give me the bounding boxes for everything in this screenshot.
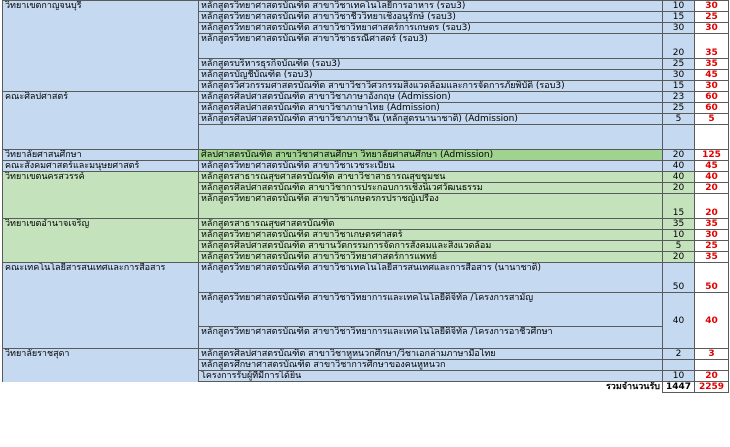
- table-body: [3, 1, 729, 393]
- quota-cell: 15: [663, 12, 695, 23]
- faculty-cell: [3, 34, 199, 59]
- quota-cell: [663, 125, 695, 150]
- program-cell: หลักสูตรวิทยาศาสตรบัณฑิต สาขาวิชาวิทยาการและเทคโนโลยีดิจิทัล /โครงการอาชีวศึกษา: [199, 327, 663, 349]
- faculty-cell: คณะศิลปศาสตร์: [3, 92, 199, 103]
- quota-cell: 40: [663, 293, 695, 349]
- table-row: [3, 150, 729, 161]
- plan-cell: 45: [695, 70, 729, 81]
- table-row: [3, 81, 729, 92]
- faculty-cell: [3, 371, 199, 382]
- program-cell: หลักสูตรสาธารณสุขศาสตรบัณฑิต: [199, 219, 663, 230]
- table-row: [3, 230, 729, 241]
- table-row: [3, 114, 729, 125]
- plan-cell: 60: [695, 103, 729, 114]
- program-cell: หลักสูตรบัญชีบัณฑิต (รอบ3): [199, 70, 663, 81]
- plan-cell: 35: [695, 59, 729, 70]
- plan-cell: 20: [695, 371, 729, 382]
- quota-cell: 20: [663, 150, 695, 161]
- program-cell: หลักสูตรศิลปศาสตรบัณฑิต สาขาวิชาภาษาอังกฤษ (Admission): [199, 92, 663, 103]
- table-row: [3, 219, 729, 230]
- program-cell: ศิลปศาสตรบัณฑิต สาขาวิชาศาสนศึกษา วิทยาลัยศาสนศึกษา (Admission): [199, 150, 663, 161]
- program-cell: [199, 125, 663, 150]
- table-row: [3, 293, 729, 327]
- quota-cell: 25: [663, 103, 695, 114]
- plan-cell: 20: [695, 183, 729, 194]
- table-row: [3, 12, 729, 23]
- quota-cell: 10: [663, 230, 695, 241]
- quota-cell: 30: [663, 70, 695, 81]
- faculty-cell: [3, 59, 199, 70]
- plan-cell: 25: [695, 12, 729, 23]
- total-label: รวมจำนวนรับ: [3, 382, 663, 393]
- quota-cell: 15: [663, 81, 695, 92]
- quota-cell: 5: [663, 114, 695, 125]
- quota-cell: 20: [663, 252, 695, 263]
- plan-cell: 45: [695, 161, 729, 172]
- table-row: [3, 360, 729, 371]
- faculty-cell: [3, 81, 199, 92]
- faculty-cell: [3, 125, 199, 150]
- faculty-cell: [3, 194, 199, 219]
- program-cell: หลักสูตรศิลปศาสตรบัณฑิต สาขาวิชาภาษาจีน (หลักสูตรนานาชาติ) (Admission): [199, 114, 663, 125]
- table-row: [3, 252, 729, 263]
- plan-cell: 125: [695, 150, 729, 161]
- program-cell: หลักสูตรวิทยาศาสตรบัณฑิต สาขาวิชาธรณีศาสตร์ (รอบ3): [199, 34, 663, 59]
- plan-cell: 20: [695, 194, 729, 219]
- faculty-cell: วิทยาเขตนครสวรรค์: [3, 172, 199, 183]
- plan-cell: 40: [695, 293, 729, 349]
- table-row: [3, 327, 729, 349]
- plan-cell: [695, 125, 729, 150]
- admission-table: [2, 0, 729, 393]
- total-row: [3, 382, 729, 393]
- table-row: [3, 161, 729, 172]
- program-cell: หลักสูตรวิทยาศาสตรบัณฑิต สาขาวิชาวิทยาศาสตร์การแพทย์: [199, 252, 663, 263]
- plan-cell: 30: [695, 1, 729, 12]
- faculty-cell: [3, 230, 199, 241]
- plan-cell: 5: [695, 114, 729, 125]
- plan-cell: 30: [695, 23, 729, 34]
- program-cell: หลักสูตรบริหารธุรกิจบัณฑิต (รอบ3): [199, 59, 663, 70]
- plan-cell: [695, 360, 729, 371]
- quota-cell: 10: [663, 371, 695, 382]
- quota-cell: 20: [663, 34, 695, 59]
- faculty-cell: วิทยาเขตอำนาจเจริญ: [3, 219, 199, 230]
- plan-cell: 30: [695, 81, 729, 92]
- quota-cell: 40: [663, 161, 695, 172]
- table-row: [3, 1, 729, 12]
- program-cell: หลักสูตรวิศวกรรมศาสตรบัณฑิต สาขาวิชาวิศวกรรมสิ่งแวดล้อมและการจัดการภัยพิบัติ (รอบ3): [199, 81, 663, 92]
- table-row: [3, 59, 729, 70]
- faculty-cell: [3, 360, 199, 371]
- quota-cell: 35: [663, 219, 695, 230]
- table-row: [3, 34, 729, 59]
- faculty-cell: คณะเทคโนโลยีสารสนเทศและการสื่อสาร: [3, 263, 199, 293]
- table-row: [3, 241, 729, 252]
- faculty-cell: [3, 114, 199, 125]
- program-cell: หลักสูตรวิทยาศาสตรบัณฑิต สาขาวิชาเกษตรศาสตร์: [199, 230, 663, 241]
- quota-cell: 15: [663, 194, 695, 219]
- table-row: [3, 172, 729, 183]
- faculty-cell: [3, 293, 199, 327]
- table-row: [3, 92, 729, 103]
- faculty-cell: วิทยาลัยศาสนศึกษา: [3, 150, 199, 161]
- program-cell: หลักสูตรศิลปศาสตรบัณฑิต สาขาวิชาภาษาไทย (Admission): [199, 103, 663, 114]
- faculty-cell: [3, 23, 199, 34]
- faculty-cell: [3, 12, 199, 23]
- table-row: [3, 371, 729, 382]
- program-cell: โครงการรับผู้ที่มีการได้ยิน: [199, 371, 663, 382]
- quota-cell: 20: [663, 183, 695, 194]
- plan-cell: 50: [695, 263, 729, 293]
- plan-cell: 30: [695, 230, 729, 241]
- total-quota: 1447: [663, 382, 695, 393]
- total-plan: 2259: [695, 382, 729, 393]
- quota-cell: 23: [663, 92, 695, 103]
- faculty-cell: [3, 183, 199, 194]
- program-cell: หลักสูตรศึกษาศาสตรบัณฑิต สาขาวิชาการศึกษาของคนหูหนวก: [199, 360, 663, 371]
- faculty-cell: วิทยาเขตกาญจนบุรี: [3, 1, 199, 12]
- program-cell: หลักสูตรวิทยาศาสตรบัณฑิต สาขาวิชาเทคโนโลยีการอาหาร (รอบ3): [199, 1, 663, 12]
- table-row: [3, 194, 729, 219]
- program-cell: หลักสูตรศิลปศาสตรบัณฑิต สาขาวิชาการประกอบการเชิงนิเวศวัฒนธรรม: [199, 183, 663, 194]
- faculty-cell: คณะสังคมศาสตร์และมนุษยศาสตร์: [3, 161, 199, 172]
- table-row: [3, 349, 729, 360]
- quota-cell: 40: [663, 172, 695, 183]
- quota-cell: 2: [663, 349, 695, 360]
- program-cell: หลักสูตรวิทยาศาสตรบัณฑิต สาขาวิชาเวชระเบียน: [199, 161, 663, 172]
- plan-cell: 35: [695, 252, 729, 263]
- table-row: [3, 23, 729, 34]
- program-cell: หลักสูตรวิทยาศาสตรบัณฑิต สาขาวิชาเทคโนโลยีสารสนเทศและการสื่อสาร (นานาชาติ): [199, 263, 663, 293]
- plan-cell: 3: [695, 349, 729, 360]
- program-cell: หลักสูตรศิลปศาสตรบัณฑิต สาขานวัตกรรมการจัดการสังคมและสิ่งแวดล้อม: [199, 241, 663, 252]
- program-cell: หลักสูตรศิลปศาสตรบัณฑิต สาขาวิชาหูหนวกศึกษา/วิชาเอกล่ามภาษามือไทย: [199, 349, 663, 360]
- faculty-cell: [3, 241, 199, 252]
- program-cell: หลักสูตรสาธารณสุขศาสตรบัณฑิต สาขาวิชาสาธารณสุขชุมชน: [199, 172, 663, 183]
- quota-cell: [663, 360, 695, 371]
- table-row: [3, 183, 729, 194]
- faculty-cell: [3, 327, 199, 349]
- table-row: [3, 125, 729, 150]
- program-cell: หลักสูตรวิทยาศาสตรบัณฑิต สาขาวิชาเกษตรกรปราชญ์เปรื่อง: [199, 194, 663, 219]
- program-cell: หลักสูตรวิทยาศาสตรบัณฑิต สาขาวิชาวิทยาศาสตร์การเกษตร (รอบ3): [199, 23, 663, 34]
- table-row: [3, 263, 729, 293]
- quota-cell: 10: [663, 1, 695, 12]
- plan-cell: 25: [695, 241, 729, 252]
- plan-cell: 40: [695, 172, 729, 183]
- quota-cell: 25: [663, 59, 695, 70]
- plan-cell: 35: [695, 34, 729, 59]
- plan-cell: 35: [695, 219, 729, 230]
- faculty-cell: [3, 70, 199, 81]
- program-cell: หลักสูตรวิทยาศาสตรบัณฑิต สาขาวิชาวิทยาการและเทคโนโลยีดิจิทัล /โครงการสามัญ: [199, 293, 663, 327]
- faculty-cell: [3, 252, 199, 263]
- table-row: [3, 70, 729, 81]
- plan-cell: 60: [695, 92, 729, 103]
- faculty-cell: วิทยาลัยราชสุดา: [3, 349, 199, 360]
- quota-cell: 30: [663, 23, 695, 34]
- faculty-cell: [3, 103, 199, 114]
- quota-cell: 50: [663, 263, 695, 293]
- table-row: [3, 103, 729, 114]
- program-cell: หลักสูตรวิทยาศาสตรบัณฑิต สาขาวิชาชีววิทยาเชิงอนุรักษ์ (รอบ3): [199, 12, 663, 23]
- quota-cell: 5: [663, 241, 695, 252]
